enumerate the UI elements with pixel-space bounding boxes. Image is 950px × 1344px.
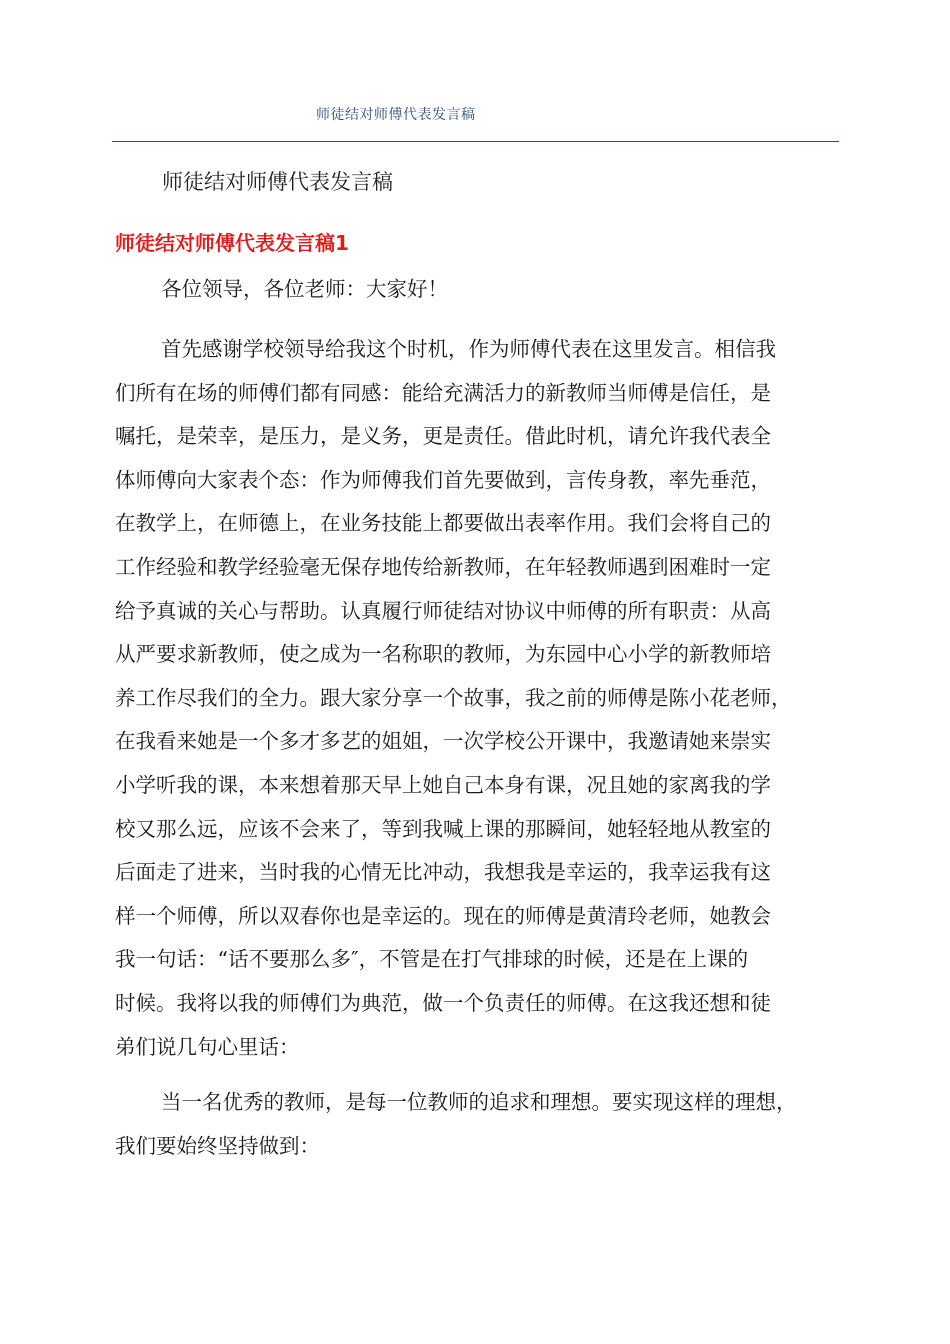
header-divider (112, 141, 839, 142)
paragraph-line: 工作经验和教学经验毫无保存地传给新教师，在年轻教师遇到困难时一定 (115, 554, 771, 579)
paragraph-line: 弟们说几句心里话： (115, 1034, 300, 1059)
paragraph-line: 我们要始终坚持做到： (115, 1133, 320, 1158)
paragraph-line: 时候。我将以我的师傅们为典范，做一个负责任的师傅。在这我还想和徒 (115, 990, 771, 1015)
paragraph-line: 当一名优秀的教师，是每一位教师的追求和理想。要实现这样的理想， (161, 1090, 797, 1114)
paragraph-line: 给予真诚的关心与帮助。认真履行师徒结对协议中师傅的所有职责：从高 (115, 598, 771, 623)
paragraph-line: 后面走了进来，当时我的心情无比冲动，我想我是幸运的，我幸运我有这 (115, 860, 771, 885)
paragraph-line: 小学听我的课，本来想着那天早上她自己本身有课，况且她的家离我的学 (115, 772, 771, 797)
paragraph-line: 样一个师傅，所以双春你也是幸运的。现在的师傅是黄清玲老师，她教会 (115, 903, 771, 928)
greeting-paragraph (115, 268, 839, 312)
section-heading: 师徒结对师傅代表发言稿1 (115, 231, 349, 255)
paragraph-line: 嘱托，是荣幸，是压力，是义务，更是责任。借此时机，请允许我代表全 (115, 424, 771, 449)
greeting-line: 各位领导，各位老师：大家好！ (161, 277, 448, 301)
paragraph-line: 我一句话：“话不要那么多″，不管是在打气排球的时候，还是在上课的 (115, 947, 749, 972)
paragraph-line: 们所有在场的师傅们都有同感：能给充满活力的新教师当师傅是信任，是 (115, 380, 771, 405)
paragraph-line: 在我看来她是一个多才多艺的姐姐，一次学校公开课中，我邀请她来崇实 (115, 729, 771, 754)
running-header: 师徒结对师傅代表发言稿 (316, 107, 476, 123)
paragraph-line: 体师傅向大家表个态：作为师傅我们首先要做到，言传身教，率先垂范， (115, 467, 771, 492)
paragraph-line: 在教学上，在师德上，在业务技能上都要做出表率作用。我们会将自己的 (115, 511, 771, 536)
paragraph-line: 从严要求新教师，使之成为一名称职的教师，为东园中心小学的新教师培 (115, 642, 771, 667)
document-title: 师徒结对师傅代表发言稿 (162, 170, 393, 194)
body-paragraph-2 (115, 1081, 839, 1168)
paragraph-line: 养工作尽我们的全力。跟大家分享一个故事，我之前的师傅是陈小花老师， (115, 685, 792, 710)
paragraph-line: 首先感谢学校领导给我这个时机，作为师傅代表在这里发言。相信我 (161, 337, 776, 361)
paragraph-line: 校又那么远，应该不会来了，等到我喊上课的那瞬间，她轻轻地从教室的 (115, 816, 771, 841)
body-paragraph-1 (115, 328, 839, 1069)
